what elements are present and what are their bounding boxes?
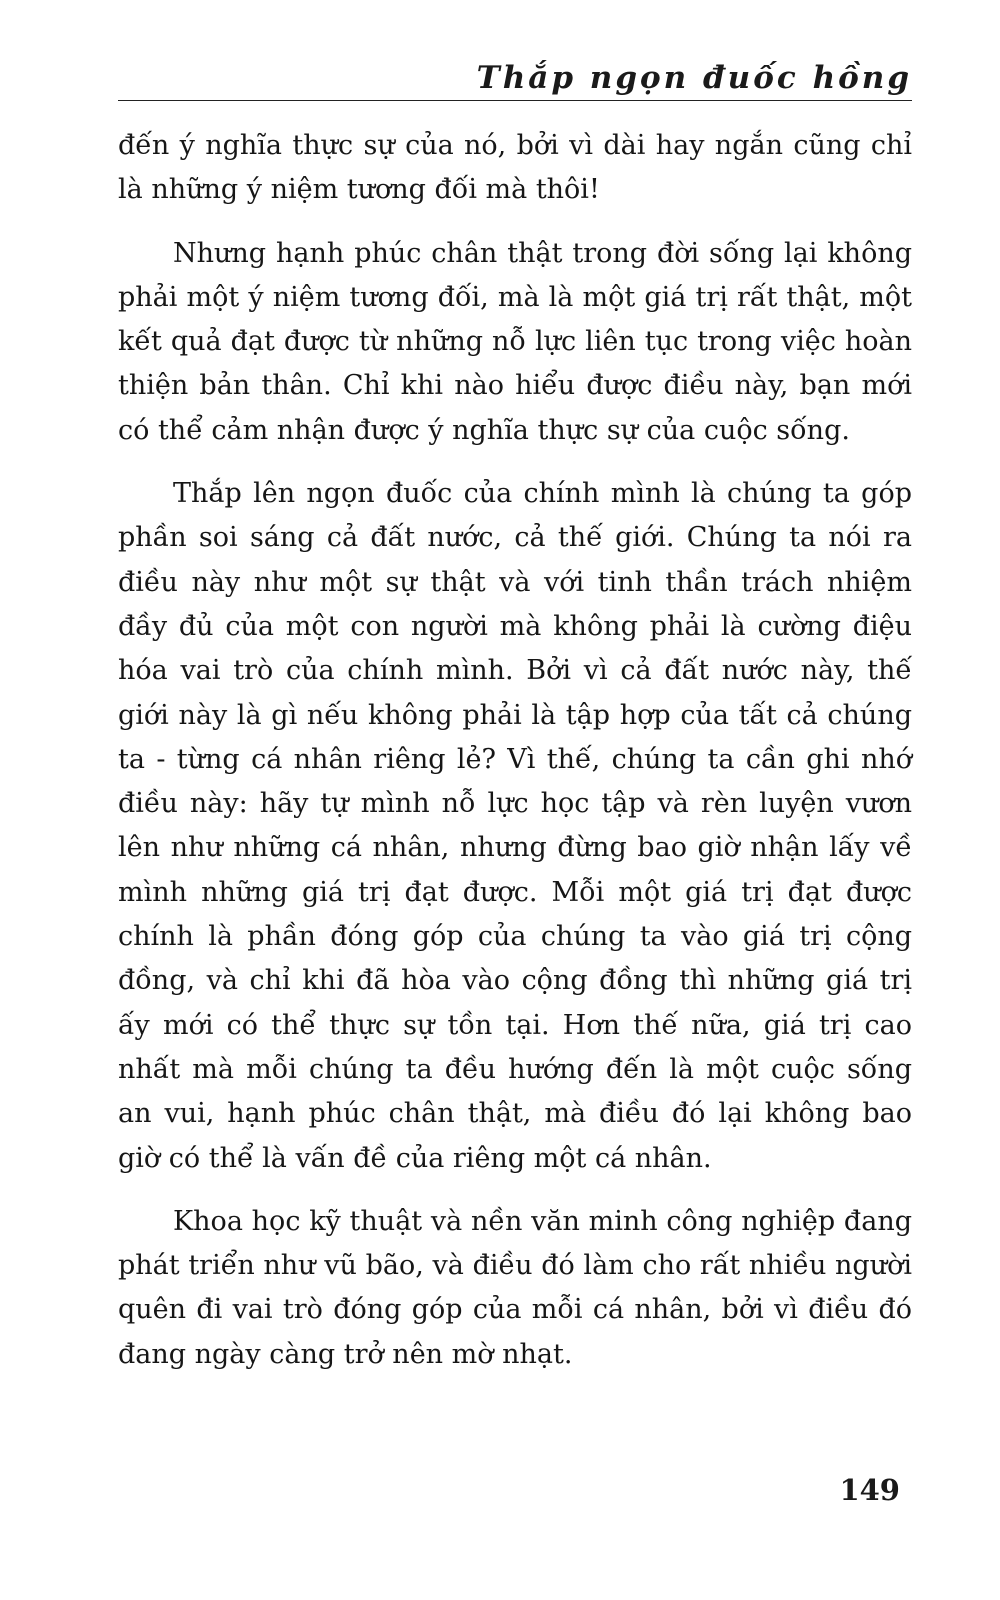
running-header	[118, 52, 912, 101]
paragraph-1: đến ý nghĩa thực sự của nó, bởi vì dài hay ngắn cũng chỉ là những ý niệm tương đối mà thôi!	[118, 130, 912, 206]
paragraph-3: Thắp lên ngọn đuốc của chính mình là chúng ta góp phần soi sáng cả đất nước, cả thế giới. Chúng ta nói ra điều này như một sự thật và với tinh thần trách nhiệm đầy đủ của một con người mà không phải là cường điệu hóa vai trò của chính mình. Bởi vì cả đất nước này, thế giới này là gì nếu không phải là tập hợp của tất cả chúng ta - từng cá nhân riêng lẻ? Vì thế, chúng ta cần ghi nhớ điều này: hãy tự mình nỗ lực học tập và rèn luyện vươn lên như những cá nhân, nhưng đừng bao giờ nhận lấy về mình những giá trị đạt được. Mỗi một giá trị đạt được chính là phần đóng góp của chúng ta vào giá trị cộng đồng, và chỉ khi đã hòa vào cộng đồng thì những giá trị ấy mới có thể thực sự tồn tại. Hơn thế nữa, giá trị cao nhất mà mỗi chúng ta đều hướng đến là một cuộc sống an vui, hạnh phúc chân thật, mà điều đó lại không bao giờ có thể là vấn đề của riêng một cá nhân.	[118, 478, 912, 1174]
running-title: Thắp ngọn đuốc hồng	[476, 60, 912, 96]
page-number: 149	[839, 1473, 900, 1507]
paragraph-4: Khoa học kỹ thuật và nền văn minh công nghiệp đang phát triển như vũ bão, và điều đó làm cho rất nhiều người quên đi vai trò đóng góp của mỗi cá nhân, bởi vì điều đó đang ngày càng trở nên mờ nhạt.	[118, 1205, 912, 1370]
body-text	[118, 124, 912, 1396]
paragraph-2: Nhưng hạnh phúc chân thật trong đời sống lại không phải một ý niệm tương đối, mà là một giá trị rất thật, một kết quả đạt được từ những nỗ lực liên tục trong việc hoàn thiện bản thân. Chỉ khi nào hiểu được điều này, bạn mới có thể cảm nhận được ý nghĩa thực sự của cuộc sống.	[118, 237, 912, 446]
